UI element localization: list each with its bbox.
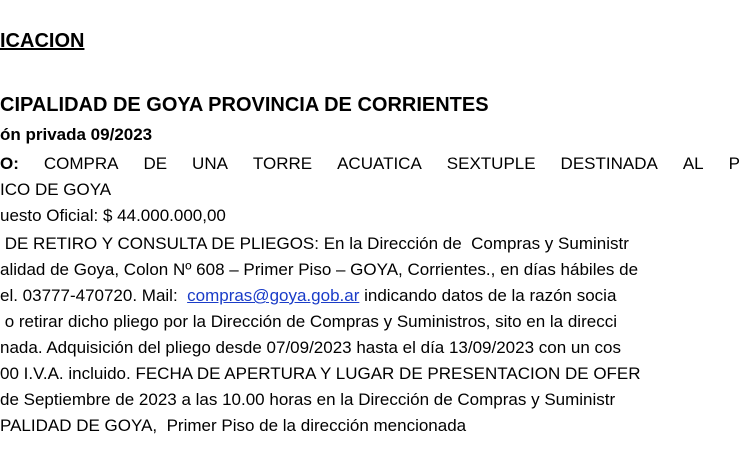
object-word: P — [728, 154, 740, 173]
entity-heading: CIPALIDAD DE GOYA PROVINCIA DE CORRIENTES — [0, 94, 489, 116]
body-line-3-start: el. 03777-470720. Mail: — [0, 286, 188, 305]
body-line-6: 00 I.V.A. incluido. FECHA DE APERTURA Y LUGAR DE PRESENTACION DE OFER — [0, 364, 641, 383]
object-word: SEXTUPLE — [446, 154, 536, 173]
object-continuation: ICO DE GOYA — [0, 180, 112, 199]
object-word: DESTINADA — [560, 154, 658, 173]
body-line-3-end: indicando datos de la razón socia — [359, 286, 617, 305]
email-link[interactable]: compras@goya.gob.ar — [187, 286, 360, 305]
page-title: ICACION — [0, 30, 85, 52]
tender-reference: ón privada 09/2023 — [0, 125, 153, 144]
body-line-8: PALIDAD DE GOYA, Primer Piso de la dirección mencionada — [0, 416, 467, 435]
object-word: DE — [143, 154, 168, 173]
body-line-2: alidad de Goya, Colon Nº 608 – Primer Piso – GOYA, Corrientes., en días hábiles de — [0, 260, 639, 279]
object-word: UNA — [192, 154, 228, 173]
object-word: ACUATICA — [337, 154, 422, 173]
object-word: COMPRA — [43, 154, 119, 173]
body-line-3 — [0, 285, 616, 307]
body-line-4: o retirar dicho pliego por la Dirección de Compras y Suministros, sito en la direcci — [0, 312, 617, 331]
object-label: O: — [0, 154, 19, 173]
body-line-5: nada. Adquisición del pliego desde 07/09/2023 hasta el día 13/09/2023 con un cos — [0, 338, 621, 357]
budget-line: uesto Oficial: $ 44.000.000,00 — [0, 206, 226, 225]
object-word: AL — [682, 154, 704, 173]
object-line — [0, 153, 740, 175]
body-line-7: de Septiembre de 2023 a las 10.00 horas en la Dirección de Compras y Suministr — [0, 390, 616, 409]
body-line-1: DE RETIRO Y CONSULTA DE PLIEGOS: En la Dirección de Compras y Suministr — [0, 234, 629, 253]
object-word: TORRE — [252, 154, 313, 173]
